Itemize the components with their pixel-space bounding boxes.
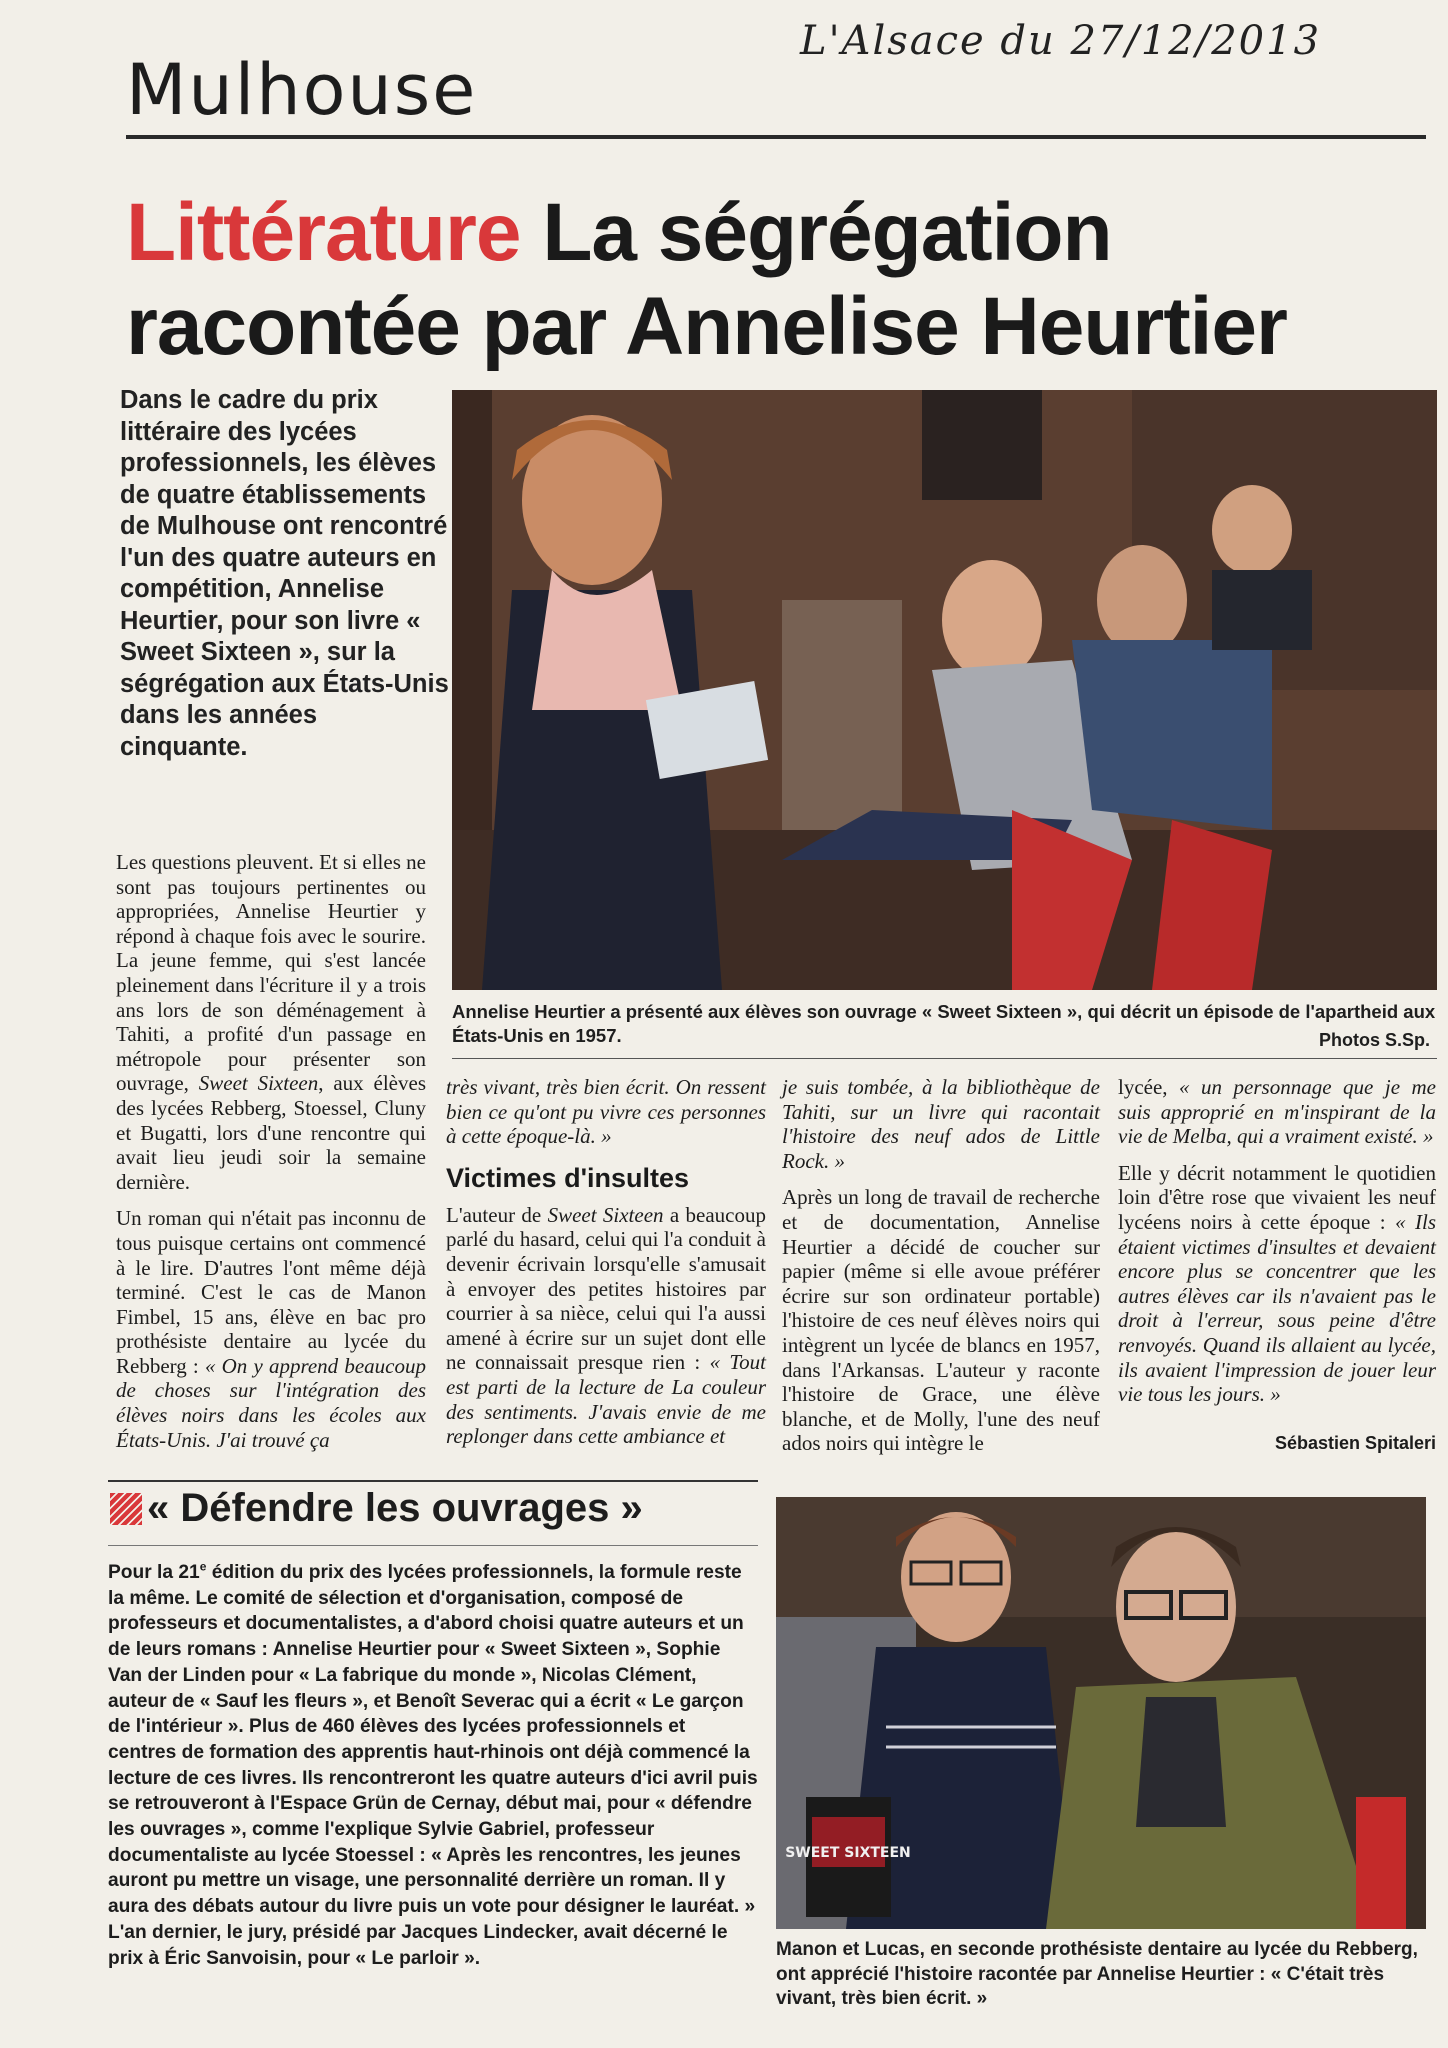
students-photo <box>776 1497 1426 1929</box>
paragraph: Les questions pleuvent. Et si elles ne sont pas toujours pertinentes ou appropriées, Annelise Heurtier y répond à chaque fois avec le sourire. La jeune femme, qui s'est lancée pleinement dans l'écriture il y a trois ans lors de son déménagement à Tahiti, a profité d'un passage en métropole pour présenter son ouvrage, Sweet Sixteen, aux élèves des lycées Rebberg, Stoessel, Cluny et Bugatti, lors d'une rencontre qui avait lieu jeudi soir la semaine dernière. <box>116 850 426 1194</box>
section-rule <box>126 135 1426 139</box>
photo-caption: Annelise Heurtier a présenté aux élèves son ouvrage « Sweet Sixteen », qui décrit un épisode de l'apartheid aux États-Unis en 1957. <box>452 1001 1436 1046</box>
paragraph: très vivant, très bien écrit. On ressent bien ce qu'ont pu vivre ces personnes à cette époque-là. » <box>446 1075 766 1149</box>
photo-credit: Photos S.Sp. <box>1318 1030 1430 1050</box>
article-byline: Sébastien Spitaleri <box>1274 1433 1436 1453</box>
section-title: Mulhouse <box>126 49 478 131</box>
book-cover-title: SWEET SIXTEEN <box>785 1845 911 1861</box>
paragraph: je suis tombée, à la bibliothèque de Tahiti, sur un livre qui racontait l'histoire des neuf ados de Little Rock. » <box>782 1075 1100 1173</box>
hatched-square-icon <box>110 1493 142 1525</box>
article-lead: Dans le cadre du prix littéraire des lycées professionnels, les élèves de quatre établissements de Mulhouse ont rencontré l'un des quatre auteurs en compétition, Annelise Heurtier, pour son livre « Sweet Sixteen », sur la ségrégation aux États-Unis dans les années cinquante. <box>120 386 449 761</box>
article-column-2 <box>446 1075 766 1461</box>
article-column-4 <box>1118 1075 1436 1419</box>
article-column-3 <box>782 1075 1100 1468</box>
box-title: « Défendre les ouvrages » <box>147 1486 643 1530</box>
headline-kicker: Littérature <box>126 187 521 278</box>
author-photo <box>452 390 1437 990</box>
box-text: Pour la 21e édition du prix des lycées professionnels, la formule reste la même. Le comité de sélection et d'organisation, composé de professeurs et documentalistes, a d'abord choisi quatre auteurs et un de leurs romans : Annelise Heurtier pour « Sweet Sixteen », Sophie Van der Linden pour « La fabrique du monde », Nicolas Clément, auteur de « Sauf les fleurs », et Benoît Severac qui a écrit « Le garçon de l'intérieur ». Plus de 460 élèves des lycées professionnels et centres de formation des apprentis haut-rhinois ont déjà commencé la lecture de ces livres. Ils rencontreront les quatre auteurs d'ici avril puis se retrouveront à l'Espace Grün de Cernay, début mai, pour « défendre les ouvrages », comme l'explique Sylvie Gabriel, professeur documentaliste au lycée Stoessel : « Après les rencontres, les jeunes auront pu mettre un visage, une personnalité derrière un roman. Il y aura des débats autour du livre puis un vote pour désigner le lauréat. » L'an dernier, le jury, présidé par Jacques Lindecker, avait décerné le prix à Éric Sanvoisin, pour « Le parloir ». <box>108 1559 758 1969</box>
box-rule-bottom <box>108 1545 758 1546</box>
handwritten-date-note: L'Alsace du 27/12/2013 <box>800 18 1322 64</box>
paragraph: Elle y décrit notamment le quotidien loin d'être rose que vivaient les neuf lycéens noirs à cette époque : « Ils étaient victimes d'insultes et devaient encore plus se concentrer que les autres élèves car ils n'avaient pas le droit à l'erreur, sous peine d'être renvoyés. Quand ils allaient au lycée, ils avaient l'impression de jouer leur vie tous les jours. » <box>1118 1160 1437 1407</box>
paragraph: Un roman qui n'était pas inconnu de tous puisque certains ont commencé à le lire. D'autres l'ont même déjà terminé. C'est le cas de Manon Fimbel, 15 ans, élève en bac pro prothésiste dentaire au lycée du Rebberg : « On y apprend beaucoup de choses sur l'intégration des élèves noirs dans les écoles aux États-Unis. J'ai trouvé ça <box>116 1206 426 1452</box>
students-photo-caption: Manon et Lucas, en seconde prothésiste dentaire au lycée du Rebberg, ont apprécié l'histoire racontée par Annelise Heurtier : « C'était très vivant, très bien écrit. » <box>776 1939 1418 2009</box>
paragraph: Après un long de travail de recherche et de documentation, Annelise Heurtier a décidé de coucher sur papier (même si elle avoue préférer écrire sur son ordinateur portable) l'histoire de ces neuf élèves noirs qui intègrent un lycée de blancs en 1957, dans l'Arkansas. L'auteur y raconte l'histoire de Grace, une élève blanche, et de Molly, l'une des neuf ados noirs qui intègre le <box>782 1185 1100 1456</box>
caption-rule <box>452 1058 1437 1059</box>
article-subhead: Victimes d'insultes <box>446 1162 690 1193</box>
article-headline <box>126 186 1436 374</box>
headline-text: La ségrégation racontée par Annelise Heurtier <box>126 187 1287 372</box>
paragraph: lycée, « un personnage que je me suis approprié en m'inspirant de la vie de Melba, qui a vraiment existé. » <box>1118 1075 1436 1149</box>
article-column-1 <box>116 850 426 1464</box>
paragraph: L'auteur de Sweet Sixteen a beaucoup parlé du hasard, celui qui l'a conduit à devenir écrivain lorsqu'elle s'amusait à envoyer des petites histoires par courrier à sa nièce, celui qui l'a aussi amené à écrire sur un sujet dont elle ne connaissait presque rien : « Tout est parti de la lecture de La couleur des sentiments. J'avais envie de me replonger dans cette ambiance et <box>446 1202 766 1449</box>
